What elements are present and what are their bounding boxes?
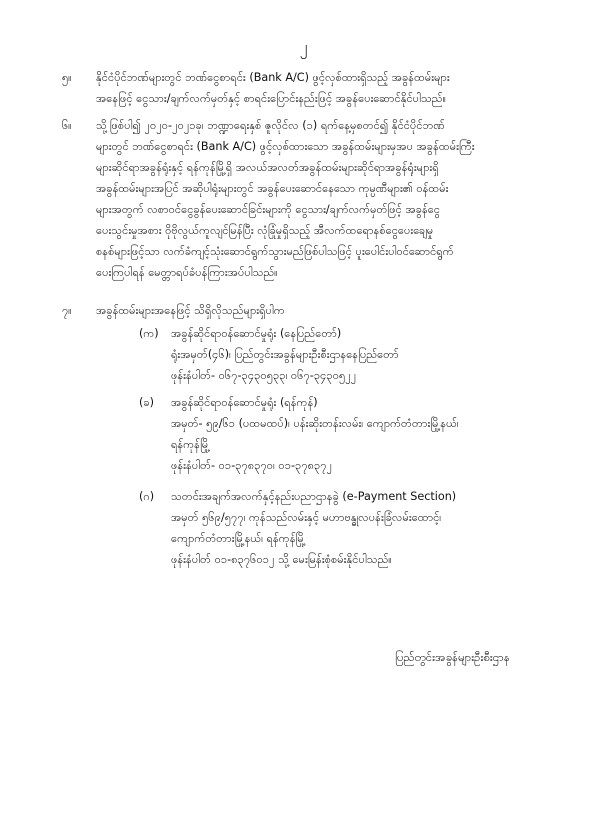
paragraph-line: များတွင် ဘဏ်ငွေစာရင်း (Bank A/C) ဖွင့်လှစ်ထားသော အခွန်ထမ်းများမှအပ အခွန်ထမ်းကြီး: [96, 140, 475, 153]
contact-phone: ဖုန်းနံပါတ်- ၀၆၇-၃၄၃၀၅၃၃၊ ၀၆၇-၃၄၃၀၅၂၂: [171, 369, 357, 382]
contact-office-name: အခွန်ဆိုင်ရာဝန်ဆောင်မှုရုံး (ရန်ကုန်): [171, 396, 318, 409]
contact-phone: ဖုန်းနံပါတ်- ၀၁-၃၇၈၃၇၀၊ ၀၁-၃၇၈၃၇၂: [171, 459, 333, 472]
paragraph-number: ၆။: [62, 119, 72, 132]
paragraph-number: ၅။: [62, 71, 72, 84]
contact-lines: [171, 392, 571, 476]
contact-lines: [171, 323, 571, 386]
contact-office-name: သတင်းအချက်အလက်နှင့်နည်းပညာဌာနခွဲ (e-Payment Section): [171, 490, 457, 503]
paragraph-line: အနေဖြင့် ငွေသား/ချက်လက်မှတ်နှင့် စာရင်းပြောင်းနည်းဖြင့် အခွန်ပေးဆောင်နိုင်ပါသည်။: [96, 92, 447, 105]
contact-address: အမှတ် ၅၆၉/၅၇၇၊ ကုန်သည်လမ်းနှင့် မဟာဗန္ဓုလပန်းခြံလမ်းထောင့်၊: [171, 511, 442, 524]
paragraph-line: အခွန်ထမ်းများအပြင် အဆိုပါရုံးများတွင် အခွန်ပေးဆောင်နေသော ကုမ္ပဏီများ၏ ဝန်ထမ်း: [96, 182, 449, 195]
contact-address: ရုံးအမှတ်(၄၆)၊ ပြည်တွင်းအခွန်များဦးစီးဌာနနေပြည်တော်: [171, 348, 399, 361]
paragraph-line: စနစ်များဖြင့်သာ လက်ခံကျင့်သုံးဆောင်ရွက်သွားမည်ဖြစ်ပါသဖြင့် ပူးပေါင်းပါဝင်ဆောင်ရွက်: [96, 245, 454, 258]
issuing-department: ပြည်တွင်းအခွန်များဦးစီးဌာန: [395, 650, 510, 664]
paragraph-line: အခွန်ထမ်းများအနေဖြင့် သိရှိလိုသည်များရှိပါက: [96, 304, 285, 317]
contact-address: အမှတ်- ၅၉/၆၁ (ပထမထပ်)၊ ပန်းဆိုးတန်းလမ်း၊ ကျောက်တံတားမြို့နယ်၊: [171, 417, 459, 430]
contact-phone: ဖုန်းနံပါတ် ၀၁-၈၃၇၆၀၁၂ သို့ မေးမြန်းစုံစမ်းနိုင်ပါသည်။: [171, 553, 392, 566]
paragraph-line: သို့ဖြစ်ပါ၍ ၂၀၂၀-၂၀၂၁ခု၊ ဘဏ္ဍာရေးနှစ် ဇူလိုင်လ (၁) ရက်နေ့မှစတင်၍ နိုင်ငံပိုင်ဘဏ်: [96, 119, 445, 132]
paragraph-body: [96, 300, 562, 321]
paragraph-line: များအတွက် လစာဝင်ငွေခွန်ပေးဆောင်ခြင်းများကို ငွေသား/ချက်လက်မှတ်ဖြင့် အခွန်ငွေ: [96, 203, 441, 216]
paragraph-body: [96, 115, 562, 283]
contact-city: ကျောက်တံတားမြို့နယ်၊ ရန်ကုန်မြို့: [171, 532, 306, 545]
paragraph-line: ပေးကြပါရန် မေတ္တာရပ်ခံပန်ကြားအပ်ပါသည်။: [96, 266, 278, 279]
paragraph-line: နိုင်ငံပိုင်ဘဏ်များတွင် ဘဏ်ငွေစာရင်း (Bank A/C) ဖွင့်လှစ်ထားရှိသည့် အခွန်ထမ်းများ: [96, 71, 450, 84]
paragraph-number: ၇။: [62, 304, 72, 317]
contact-lines: [171, 486, 571, 570]
paragraph-line: ပေးသွင်းမှုအစား ဝိုဗိုလွယ်ကူလျင်မြန်ပြီး လုံခြုံမှုရှိသည့် အီလက်ထရောနစ်ငွေပေးချေမှု: [96, 224, 434, 237]
contact-office-name: အခွန်ဆိုင်ရာဝန်ဆောင်မှုရုံး (နေပြည်တော်): [171, 327, 342, 340]
contact-marker: (ခ): [139, 396, 155, 409]
paragraph-line: များဆိုင်ရာအခွန်ရုံးနှင့် ရန်ကုန်မြို့ရှိ အလယ်အလတ်အခွန်ထမ်းများဆိုင်ရာအခွန်ရုံးများရှိ: [96, 161, 439, 174]
page-number: ၂: [299, 37, 308, 56]
contact-marker: (က): [139, 327, 159, 340]
contact-city: ရန်ကုန်မြို့: [171, 438, 210, 451]
contact-marker: (ဂ): [139, 490, 155, 503]
paragraph-body: [96, 67, 562, 109]
